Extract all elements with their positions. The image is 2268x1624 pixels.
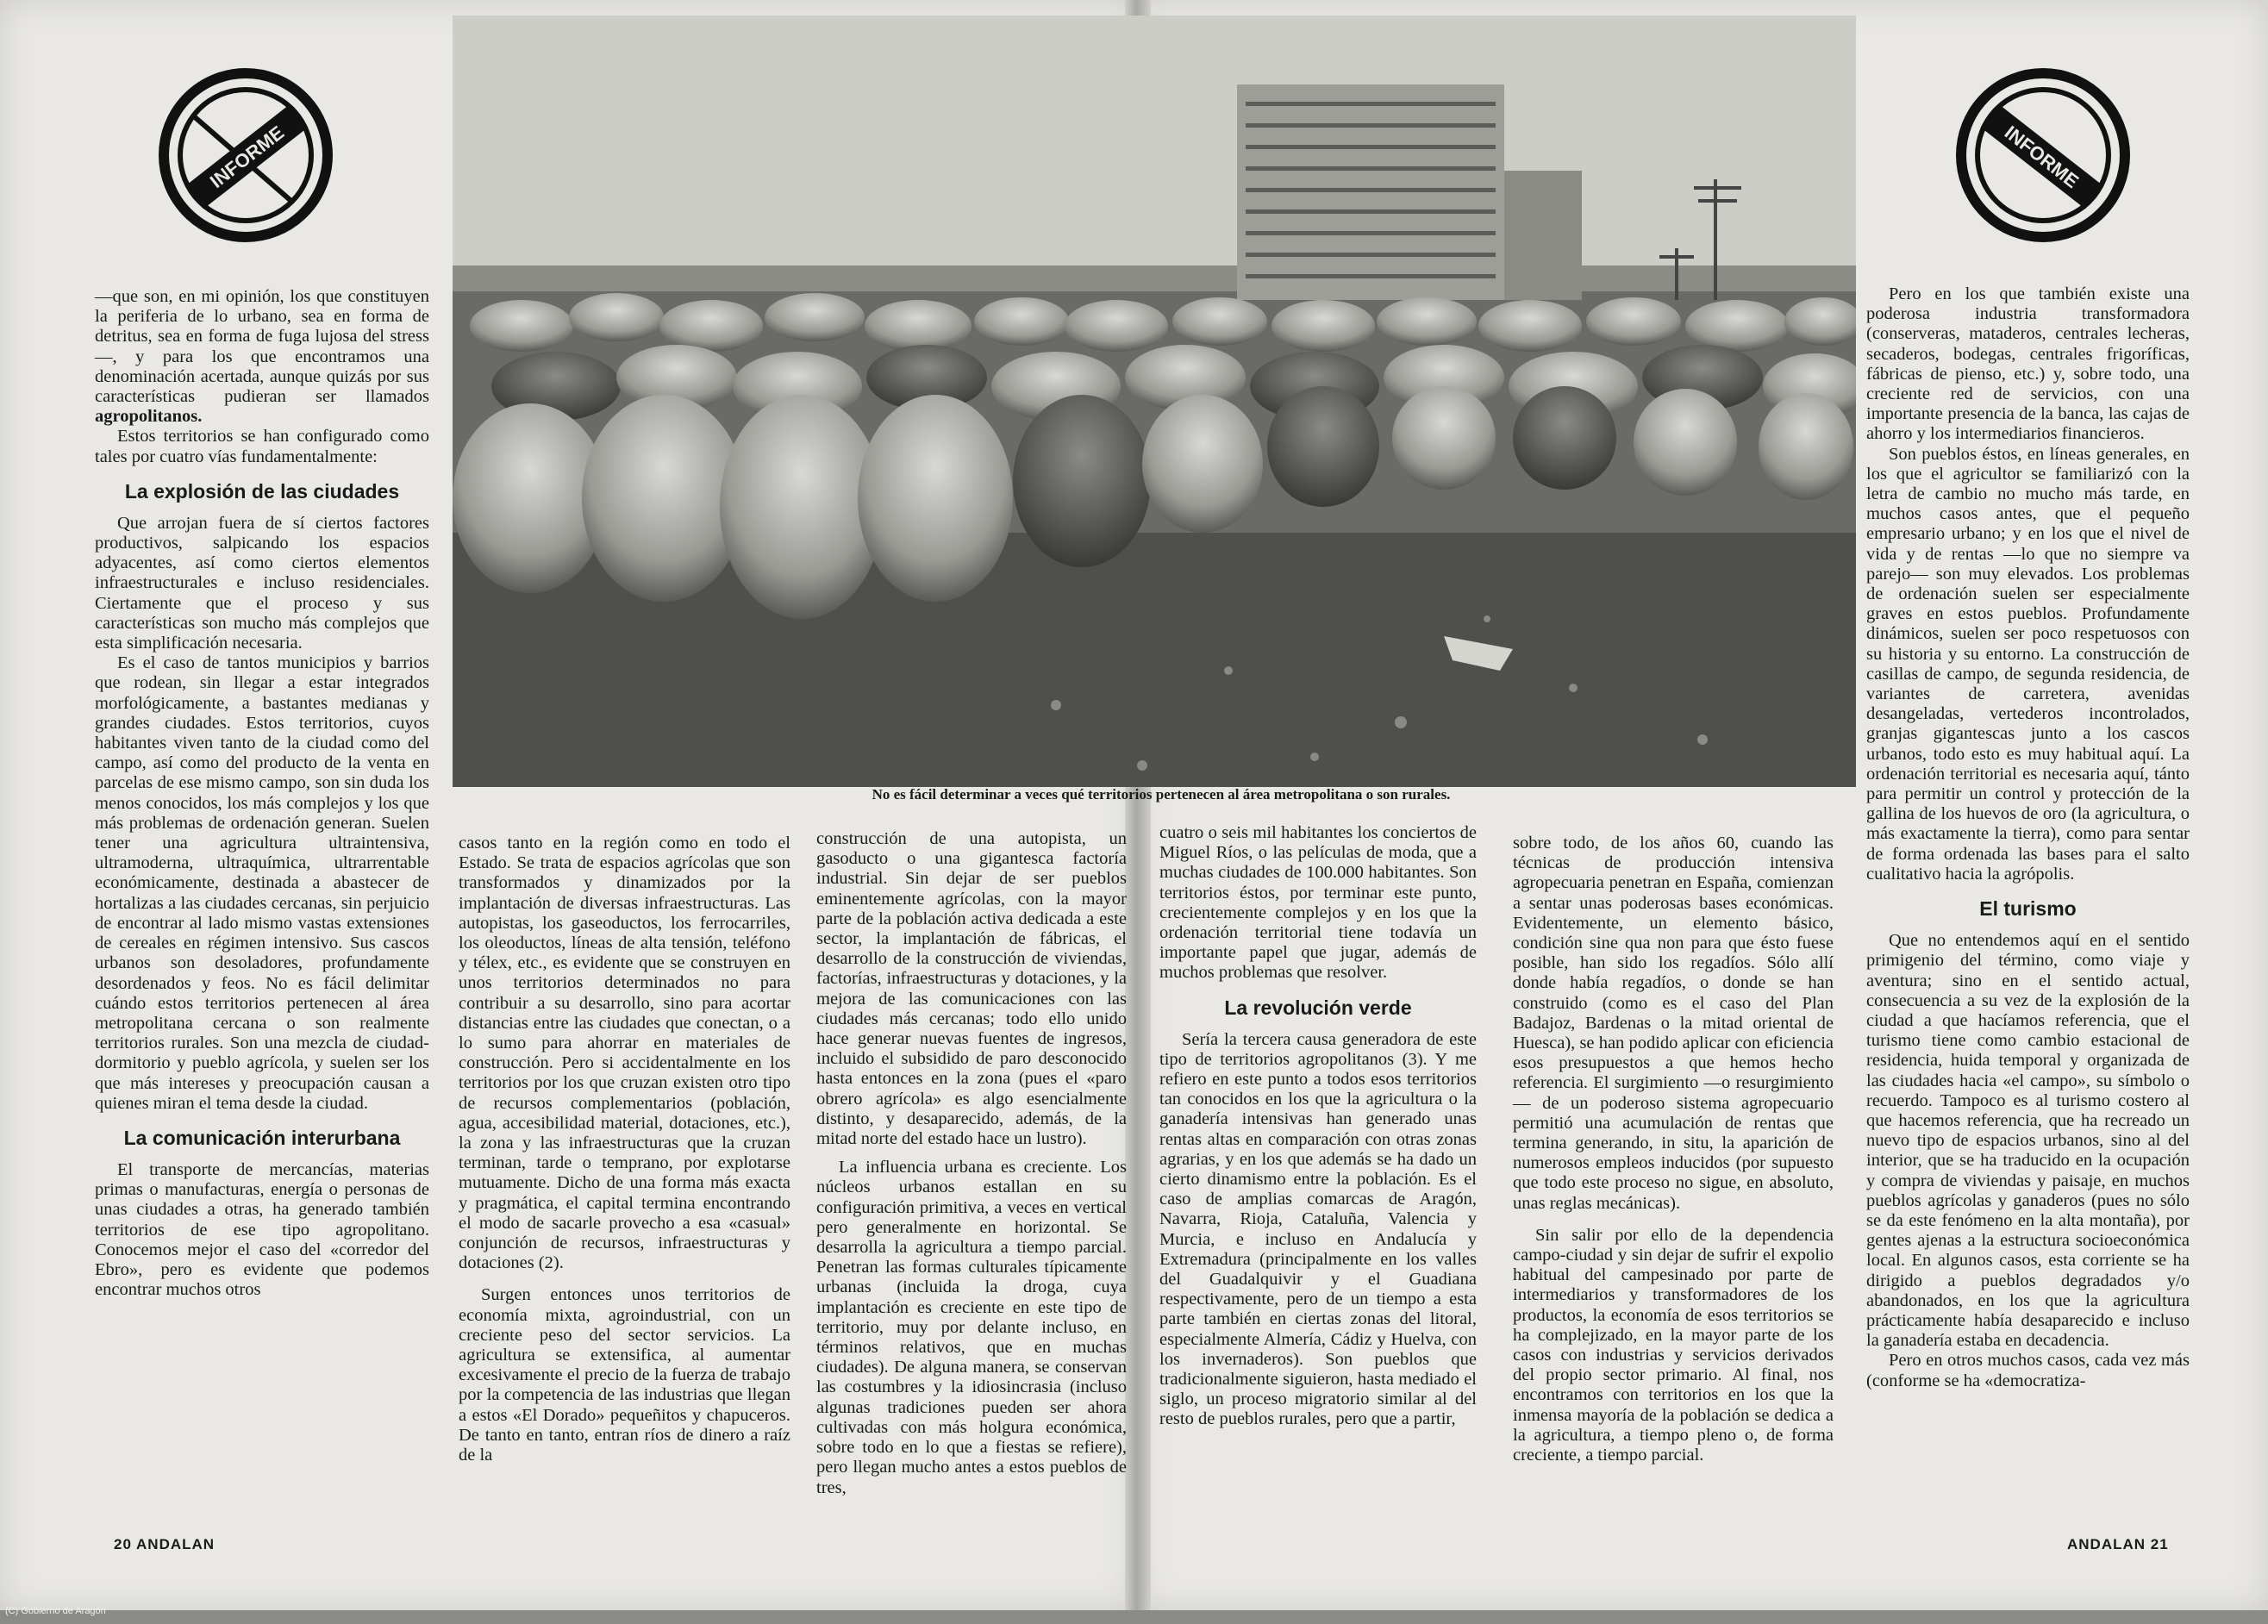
paragraph: El transporte de mercancías, materias primas o manufacturas, energía o personas de unas ciudades a otras, ha generado también territorios de ese tipo agropolitano. Conocemos mejor el caso del «corredor del Ebro», pero es evidente que podemos encontrar muchos otros (95, 1159, 429, 1300)
photo-caption: No es fácil determinar a veces qué territorios pertenecen al área metropolitana o son rurales. (872, 786, 1451, 803)
section-heading-explosion: La explosión de las ciudades (124, 479, 400, 503)
copyright-notice: (C) Gobierno de Aragón (5, 1606, 106, 1616)
informe-stamp-icon (1952, 65, 2134, 246)
column-5 (1513, 834, 1834, 1465)
bold-term: agropolitanos. (95, 407, 203, 427)
paragraph: Surgen entonces unos territorios de economía mixta, agroindustrial, con un creciente peso del sector servicios. La agricultura se extensifica, al aumentar excesivamente el precio de la fuerza de trabajo por la competencia de las industrias que llegan a estos «El Dorado» pequeñitos y chapuceros. De tanto en tanto, entran ríos de dinero a raíz de la (459, 1285, 790, 1465)
folio-right (2067, 1536, 2169, 1553)
paragraph-text: —que son, en mi opinión, los que constituyen la periferia de lo urbano, sea en forma de detritus, sea en forma de fuga lujosa del stress—, y para los que encontramos una denominación acertada, aunque quizás por sus características pudieran ser llamados (95, 287, 429, 407)
column-2 (459, 834, 790, 1465)
paragraph: construcción de una autopista, un gasoducto o una gigantesca factoría industrial. Sin dejar de ser pueblos eminentemente agrícolas, con la mayor parte de la población activa dedicada a este sector, la implantación de fábricas, el desarrollo de la construcción de viviendas, factorías, infraestructuras y dotaciones, y la mejora de las comunicaciones con las ciudades más cercanas; todo ello unido hace generar nuevas fuentes de ingresos, incluido el subsidido de paro desconocido hasta entonces en la zona (pues el «paro obrero agrícola» es algo esencialmente distinto, y desaparecido, además, de la mitad norte del estado hace un lustro). (816, 829, 1127, 1149)
photo-illustration (453, 16, 1856, 787)
column-1 (95, 287, 429, 1300)
paragraph: La influencia urbana es creciente. Los núcleos urbanos estallan en su configuración primitiva, a veces en vertical pero generalmente en horizontal. Se desarrolla la agricultura a tiempo parcial. Penetran las formas culturales típicamente urbanas (incluida la droga, cuya implantación es creciente en este tipo de territorio, muy por delante incluso, en términos relativos, que en muchas ciudades). De alguna manera, se conservan las costumbres y la idiosincrasia (incluso algunas tradiciones pueden ser ahora cultivadas con más holgura económica, sobre todo en lo que a fiestas se refiere), pero llegan mucho antes a estos pueblos de tres, (816, 1158, 1127, 1497)
section-heading-turismo: El turismo (1979, 897, 2077, 921)
folio-left (114, 1536, 215, 1553)
informe-stamp-left (155, 65, 336, 246)
column-6 (1866, 284, 2190, 1391)
informe-stamp-right (1952, 65, 2134, 246)
paragraph: Que no entendemos aquí en el sentido primigenio del término, como viaje y aventura; sino en el sentido actual, consecuencia a su vez de la explosión de la ciudad a que hacíamos referencia, que el turismo tiene como cambio estacional de residencia, huida temporal y organizada de las ciudades hacia «el campo», su símbolo o recuerdo. Tampoco es al turismo costero al que hacemos referencia, que ha recreado un nuevo tipo de espacios urbanos, sino al del interior, que se ha traducido en la ocupación y compra de viviendas y paisaje, en muchos pueblos agrícolas y ganaderos (pues no sólo se da este fenómeno en la alta montaña), por gentes ajenas a la estructura socioeconómica local. En algunos casos, esta corriente se ha dirigido a pueblos degradados y/o abandonados, en los que la agricultura prácticamente había desaparecido e incluso la ganadería estaba en decadencia. (1866, 931, 2190, 1351)
paragraph: Que arrojan fuera de sí ciertos factores productivos, salpicando los espacios adyacentes, así como ciertos elementos infraestructurales e incluso residenciales. Ciertamente que el proceso y sus características son mucho más complejos que esta simplificación necesaria. (95, 513, 429, 653)
paragraph: Sin salir por ello de la dependencia campo-ciudad y sin dejar de sufrir el expolio habitual del campesinado por parte de intermediarios y transformadores de los productos, la economía de esos territorios se ha complejizado, en la mayor parte de los casos con industrias y servicios derivados del propio sector primario. Al final, nos encontramos con territorios en los que la inmensa mayoría de la población se dedica a la agricultura, a tiempo pleno o, de forma creciente, a tiempo parcial. (1513, 1225, 1834, 1465)
paragraph: casos tanto en la región como en todo el Estado. Se trata de espacios agrícolas que son transformados y dinamizados por la implantación de diversas infraestructuras. Las autopistas, los gaseoductos, los ferrocarriles, los oleoductos, líneas de alta tensión, teléfono y télex, etc., es evidente que se construyen en unos territorios determinados no para contribuir a su desarrollo, sino para acortar distancias entre las ciudades que conectan, o a lo sumo para ahorrar en materiales de construcción. Pero si accidentalmente en los territorios por los que cruzan existen otro tipo de recursos complementarios (población, agua, accesibilidad material, dotaciones, etc.), la zona y las infraestructuras que la cruzan terminan, tarde o temprano, por explotarse mutuamente. Dicho de una forma más exacta y pragmática, el capital termina encontrando el modo de sacarle provecho a esa «casual» conjunción de recursos, infraestructuras y dotaciones (2). (459, 834, 790, 1273)
section-heading-comunicacion: La comunicación interurbana (123, 1126, 401, 1149)
paragraph: Pero en los que también existe una poderosa industria transformadora (conserveras, mataderos, centrales lecheras, secaderos, bodegas, centrales frigoríficas, fábricas de pienso, etc.) y, sobre todo, una creciente red de servicios, con una importante presencia de la banca, las cajas de ahorro y los intermediarios financieros. (1866, 284, 2190, 444)
stamp-label: INFORME (205, 121, 289, 193)
sheep-flock-photo (453, 16, 1856, 787)
paragraph: cuatro o seis mil habitantes los conciertos de Miguel Ríos, o las películas de moda, que a muchas ciudades de 100.000 habitantes. Son territorios éstos, por terminar este punto, crecientemente complejos y en los que la ordenación territorial tiene todavía un importante papel que jugar, además de muchos problemas que resolver. (1159, 823, 1477, 983)
paragraph: Estos territorios se han configurado como tales por cuatro vías fundamentalmente: (95, 427, 429, 466)
section-heading-revolucion: La revolución verde (1224, 996, 1412, 1019)
magazine-name: ANDALAN (2067, 1536, 2146, 1552)
paragraph: sobre todo, de los años 60, cuando las técnicas de producción intensiva agropecuaria penetran en España, comienzan a sentar unas poderosas bases económicas. Evidentemente, un elemento básico, condición sine qua non para que ésto fuese posible, han sido los regadíos. Sólo allí donde había regadíos, o donde se han construido (como es el caso del Plan Badajoz, Bardenas o la mitad oriental de Huesca), se han podido aplicar con eficiencia esos presupuestos a que hemos hecho referencia. El surgimiento —o resurgimiento— de un poderoso sistema agropecuario permitió una acumulación de rentas que termina generando, in situ, la aparición de numerosos empleos inducidos (por supuesto que todo este proceso no sigue, en absoluto, unas reglas mecánicas). (1513, 834, 1834, 1213)
column-4 (1159, 823, 1477, 1430)
page-number: 20 (114, 1536, 132, 1552)
paragraph: Sería la tercera causa generadora de este tipo de territorios agropolitanos (3). Y me refiero en este punto a todos esos territorios tan conocidos en los que la agricultura o la ganadería intensivas han generado unas rentas altas en comparación con otras zonas agrarias, y en los que además se ha dado un cierto dinamismo entre la población. Es el caso de amplias comarcas de Aragón, Navarra, Rioja, Cataluña, Valencia y Murcia, e incluso en Andalucía y Extremadura (principalmente en los valles del Guadalquivir y el Guadiana respectivamente, pero de un tiempo a esta parte también en ciertas zonas del litoral, especialmente Almería, Cádiz y Huelva, con los invernaderos). Son pueblos que tradicionalmente siguieron, hasta mediado el siglo, un proceso migratorio similar al del resto de pueblos rurales, pero que a partir, (1159, 1029, 1477, 1429)
magazine-name: ANDALAN (136, 1536, 216, 1552)
column-3 (816, 829, 1127, 1498)
informe-stamp-icon (155, 65, 336, 246)
page-number: 21 (2150, 1536, 2169, 1552)
paragraph (95, 287, 429, 427)
paragraph: Pero en otros muchos casos, cada vez más (conforme se ha «democratiza- (1866, 1351, 2190, 1390)
paragraph: Son pueblos éstos, en líneas generales, en los que el agricultor se familiarizó con la letra de cambio no mucho más tarde, en muchos casos antes, que el pequeño empresario urbano; y en los que el nivel de vida y de rentas —lo que no siempre va parejo— son muy elevados. Los problemas de ordenación suelen ser especialmente graves en estos pueblos. Profundamente dinámicos, suelen ser poco respetuosos con su historia y su entorno. La construcción de casillas de campo, de segunda residencia, de variantes de carretera, avenidas desangeladas, vertederos incontrolados, granjas gigantescas junto a los cascos urbanos, todo esto es muy habitual aquí. La ordenación territorial es necesaria aquí, tánto para permitir un control y protección de la gallina de los huevos de oro (la agricultura, o más exactamente la tierra), como para sentar de forma ordenada las bases para el salto cualitativo hacia la agrópolis. (1866, 444, 2190, 884)
stamp-label: INFORME (2000, 121, 2084, 193)
paragraph: Es el caso de tantos municipios y barrios que rodean, sin llegar a estar integrados morfológicamente, a bastantes medianas y grandes ciudades. Estos territorios, cuyos habitantes viven tanto de la ciudad como del campo, así como del producto de la venta en parcelas de ese mismo campo, son sin duda los menos conocidos, los más complejos y los que más problemas de ordenación generan. Suelen tener una agricultura ultraintensiva, ultramoderna, ultraquímica, ultrarrentable económicamente, destinada a abastecer de hortalizas a las ciudades cercanas, sin perjuicio de encontrar al lado mismo vastas extensiones de cereales en régimen intensivo. Sus cascos urbanos son desoladores, profundamente desordenados y feos. No es fácil delimitar cuándo estos territorios pertenecen al área metropolitana cercana o son realmente territorios rurales. Son una mezcla de ciudad-dormitorio y pueblo agrícola, y suelen ser los que más intereses y preocupación causan a quienes miran el tema desde la ciudad. (95, 653, 429, 1113)
